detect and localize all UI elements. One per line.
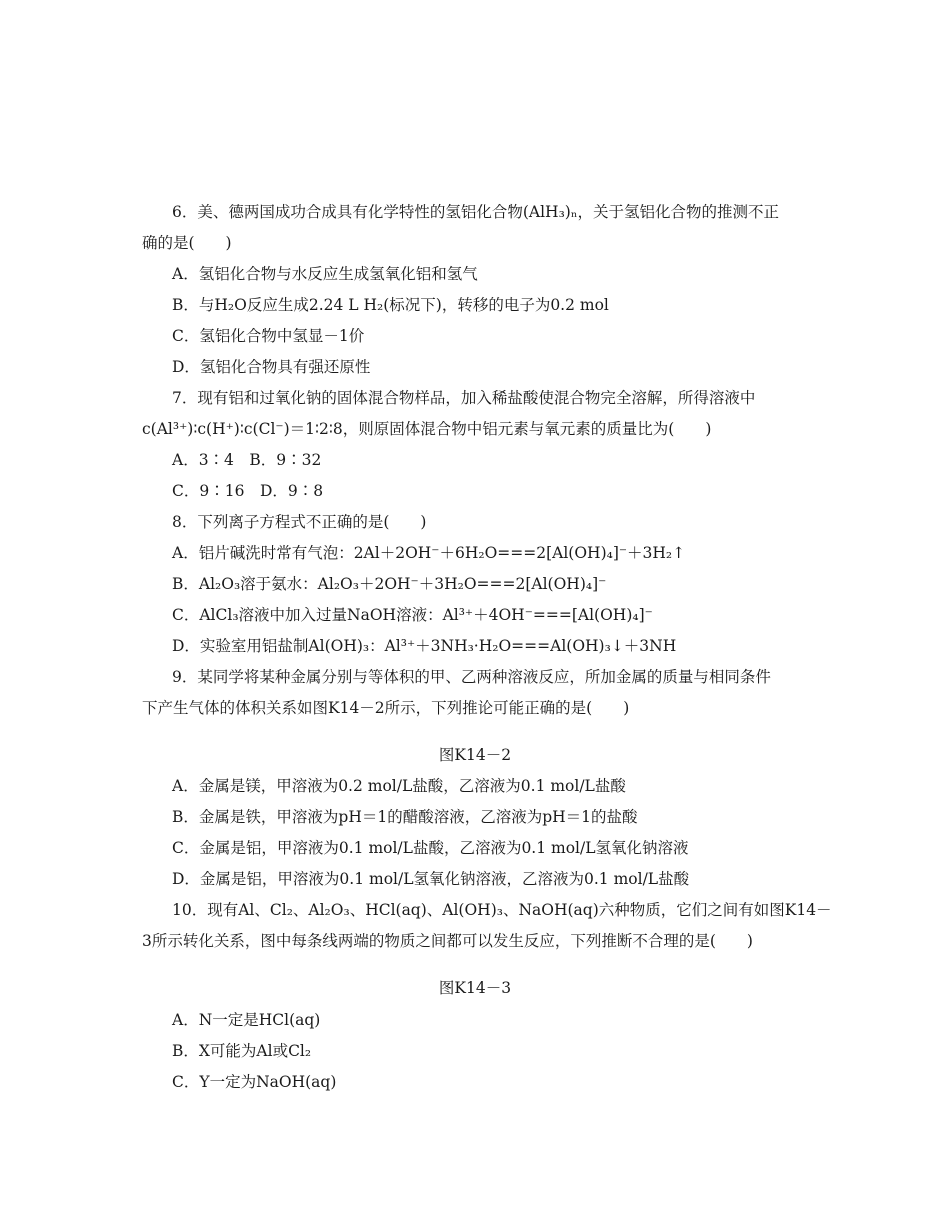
- q6-stem-line1: 6．美、德两国成功合成具有化学特性的氢铝化合物(AlH₃)ₙ，关于氢铝化合物的推测不正: [172, 203, 780, 221]
- q8-option-c: C．AlCl₃溶液中加入过量NaOH溶液：Al³⁺＋4OH⁻===[Al(OH)₄]⁻: [172, 606, 653, 624]
- q7-stem-line2: c(Al³⁺)∶c(H⁺)∶c(Cl⁻)＝1∶2∶8，则原固体混合物中铝元素与氧元素的质量比为( ): [142, 420, 712, 438]
- figure-caption-k14-2: 图K14－2: [438, 746, 512, 764]
- q10-stem-line1: 10．现有Al、Cl₂、Al₂O₃、HCl(aq)、Al(OH)₃、NaOH(aq)六种物质，它们之间有如图K14－: [172, 901, 832, 919]
- q6-option-b: B．与H₂O反应生成2.24 L H₂(标况下)，转移的电子为0.2 mol: [172, 296, 609, 314]
- q8-stem: 8．下列离子方程式不正确的是( ): [172, 513, 427, 531]
- q10-option-a: A．N一定是HCl(aq): [172, 1011, 321, 1029]
- q10-option-c: C．Y一定为NaOH(aq): [172, 1073, 337, 1091]
- q6-stem-line2: 确的是( ): [142, 234, 232, 252]
- q10-option-b: B．X可能为Al或Cl₂: [172, 1042, 312, 1060]
- q10-stem-line2: 3所示转化关系，图中每条线两端的物质之间都可以发生反应，下列推断不合理的是( ): [142, 932, 753, 950]
- q9-stem-line1: 9．某同学将某种金属分别与等体积的甲、乙两种溶液反应，所加金属的质量与相同条件: [172, 668, 771, 686]
- q7-stem-line1: 7．现有铝和过氧化钠的固体混合物样品，加入稀盐酸使混合物完全溶解，所得溶液中: [172, 389, 756, 407]
- q6-option-d: D．氢铝化合物具有强还原性: [172, 358, 371, 376]
- q9-option-a: A．金属是镁，甲溶液为0.2 mol/L盐酸，乙溶液为0.1 mol/L盐酸: [172, 777, 626, 795]
- q6-option-a: A．氢铝化合物与水反应生成氢氧化铝和氢气: [172, 265, 478, 283]
- q9-option-d: D．金属是铝，甲溶液为0.1 mol/L氢氧化钠溶液，乙溶液为0.1 mol/L盐酸: [172, 870, 690, 888]
- q7-options-ab: A．3∶4 B．9∶32: [172, 451, 322, 469]
- q8-option-b: B．Al₂O₃溶于氨水：Al₂O₃＋2OH⁻＋3H₂O===2[Al(OH)₄]⁻: [172, 575, 607, 593]
- q9-option-b: B．金属是铁，甲溶液为pH＝1的醋酸溶液，乙溶液为pH＝1的盐酸: [172, 808, 638, 826]
- q9-option-c: C．金属是铝，甲溶液为0.1 mol/L盐酸，乙溶液为0.1 mol/L氢氧化钠溶液: [172, 839, 689, 857]
- q6-option-c: C．氢铝化合物中氢显－1价: [172, 327, 365, 345]
- q7-options-cd: C．9∶16 D．9∶8: [172, 482, 324, 500]
- q8-option-d: D．实验室用铝盐制Al(OH)₃：Al³⁺＋3NH₃·H₂O===Al(OH)₃↓＋3NH: [172, 637, 677, 655]
- figure-caption-k14-3: 图K14－3: [438, 979, 512, 997]
- q8-option-a: A．铝片碱洗时常有气泡：2Al＋2OH⁻＋6H₂O===2[Al(OH)₄]⁻＋3H₂↑: [172, 544, 686, 562]
- q9-stem-line2: 下产生气体的体积关系如图K14－2所示，下列推论可能正确的是( ): [142, 699, 630, 717]
